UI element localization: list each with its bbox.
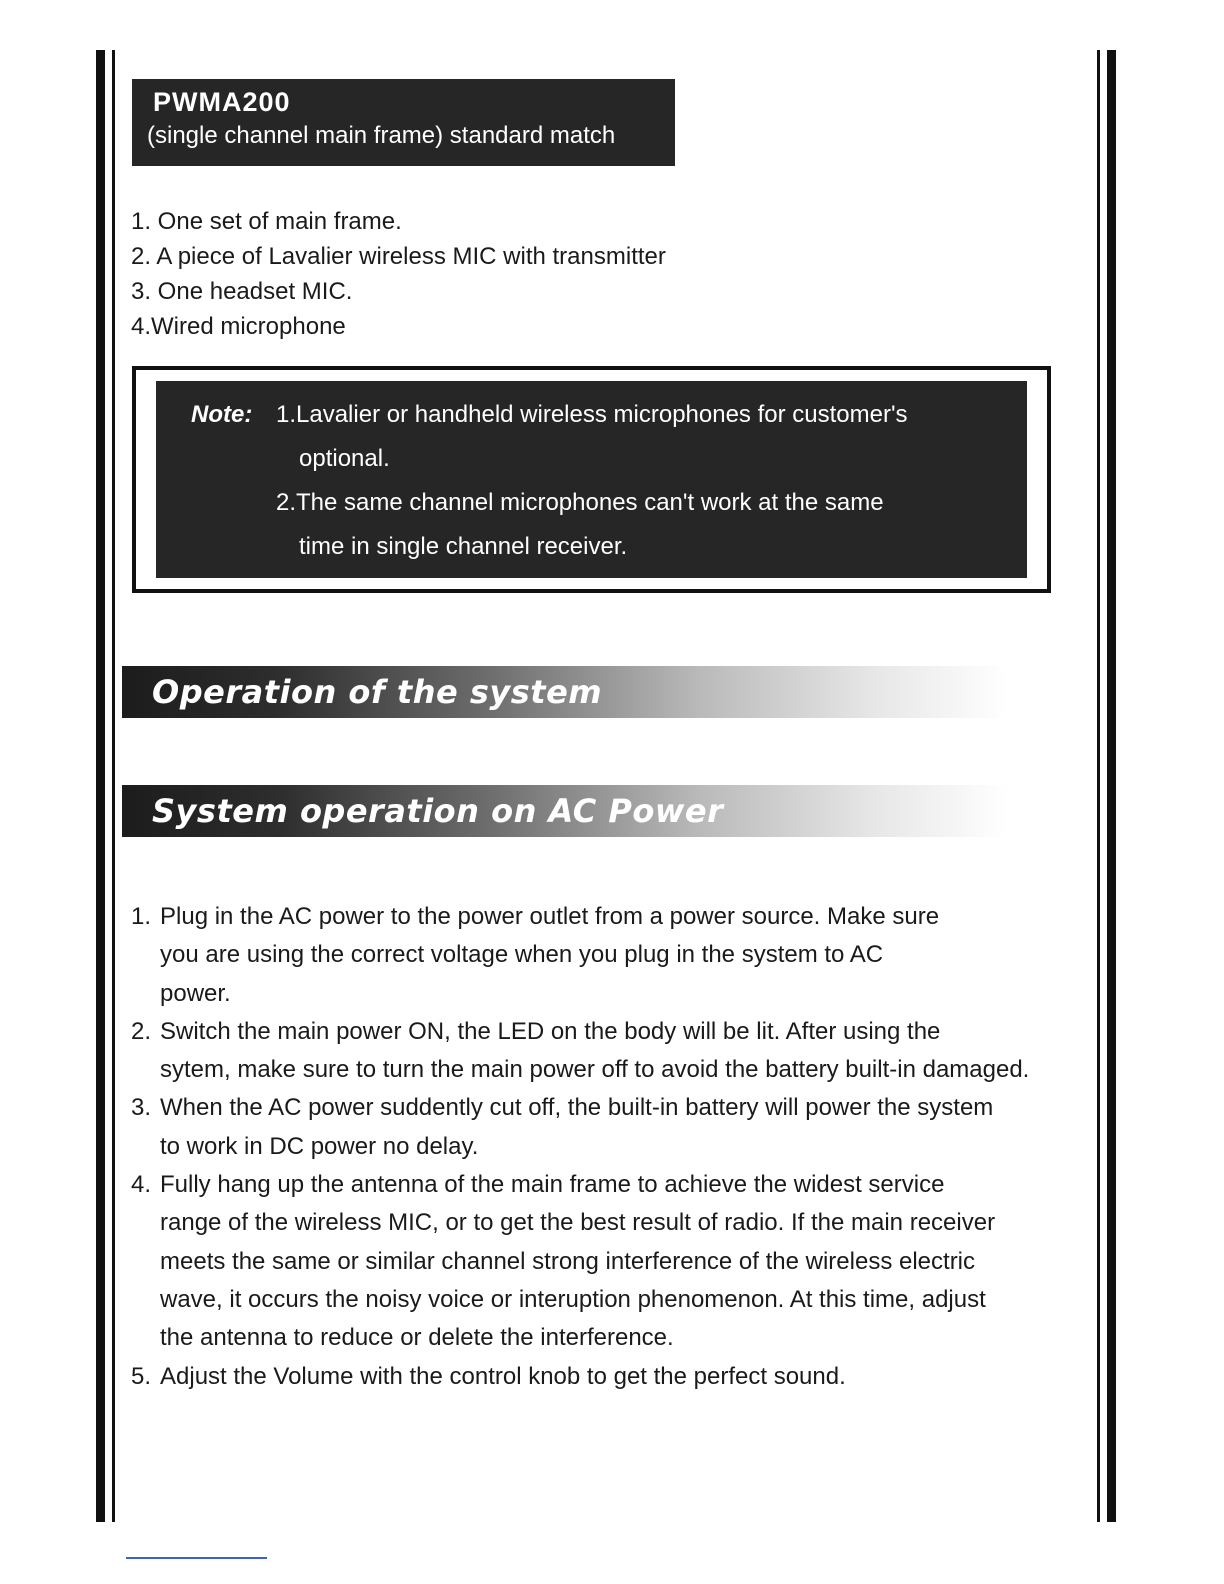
step-number: 2. — [131, 1017, 152, 1045]
step-text — [160, 898, 1106, 1013]
model-header — [132, 79, 675, 166]
list-item: 3. One headset MIC. — [131, 278, 353, 305]
step-line: When the AC power suddently cut off, the built-in battery will power the system — [160, 1094, 994, 1122]
note-label: Note: — [191, 401, 253, 428]
step-item — [131, 1089, 1106, 1166]
step-text — [160, 1013, 1106, 1090]
step-number: 3. — [131, 1094, 152, 1122]
step-text — [160, 1166, 1106, 1357]
step-line: the antenna to reduce or delete the interference. — [160, 1324, 674, 1352]
step-item — [131, 1358, 1106, 1396]
step-line: range of the wireless MIC, or to get the best result of radio. If the main receiver — [160, 1209, 996, 1237]
operation-steps — [131, 898, 1106, 1396]
section-title-ac-power: System operation on AC Power — [152, 792, 724, 830]
step-number: 1. — [131, 903, 152, 930]
section-title-operation: Operation of the system — [152, 673, 603, 711]
standard-match-list — [131, 204, 1031, 344]
model-name: PWMA200 — [153, 87, 291, 117]
step-text — [160, 1089, 1106, 1166]
step-line: power. — [160, 979, 231, 1007]
list-item: 2. A piece of Lavalier wireless MIC with transmitter — [131, 243, 666, 270]
list-item: 1. One set of main frame. — [131, 208, 402, 235]
step-item — [131, 1013, 1106, 1090]
right-border-thick — [1107, 50, 1116, 1522]
note-line: optional. — [299, 445, 390, 472]
step-line: to work in DC power no delay. — [160, 1132, 479, 1160]
note-line: time in single channel receiver. — [299, 533, 628, 560]
step-text — [160, 1358, 1106, 1396]
step-line: Switch the main power ON, the LED on the body will be lit. After using the — [160, 1017, 941, 1045]
step-item — [131, 1166, 1106, 1357]
step-line: you are using the correct voltage when you plug in the system to AC — [160, 941, 884, 969]
step-line: Adjust the Volume with the control knob to get the perfect sound. — [160, 1362, 846, 1390]
step-line: meets the same or similar channel strong interference of the wireless electric — [160, 1247, 976, 1275]
step-item — [131, 898, 1106, 1013]
section-banner-ac-power — [122, 785, 1008, 837]
model-subtitle: (single channel main frame) standard match — [147, 122, 616, 149]
note-line: 1.Lavalier or handheld wireless microphones for customer's — [276, 401, 908, 428]
left-border-thin — [112, 50, 115, 1522]
footer-link-underline — [126, 1557, 267, 1559]
left-border-thick — [96, 50, 105, 1522]
section-banner-operation — [122, 666, 1008, 718]
step-line: Fully hang up the antenna of the main frame to achieve the widest service — [160, 1171, 945, 1199]
list-item: 4.Wired microphone — [131, 313, 346, 340]
step-line: wave, it occurs the noisy voice or interuption phenomenon. At this time, adjust — [160, 1285, 986, 1313]
step-line: Plug in the AC power to the power outlet from a power source. Make sure — [160, 903, 940, 930]
step-number: 4. — [131, 1171, 152, 1199]
step-line: sytem, make sure to turn the main power off to avoid the battery built-in damaged. — [160, 1056, 1030, 1084]
note-box — [156, 381, 1027, 578]
note-line: 2.The same channel microphones can't work at the same — [276, 489, 884, 516]
step-number: 5. — [131, 1362, 152, 1390]
